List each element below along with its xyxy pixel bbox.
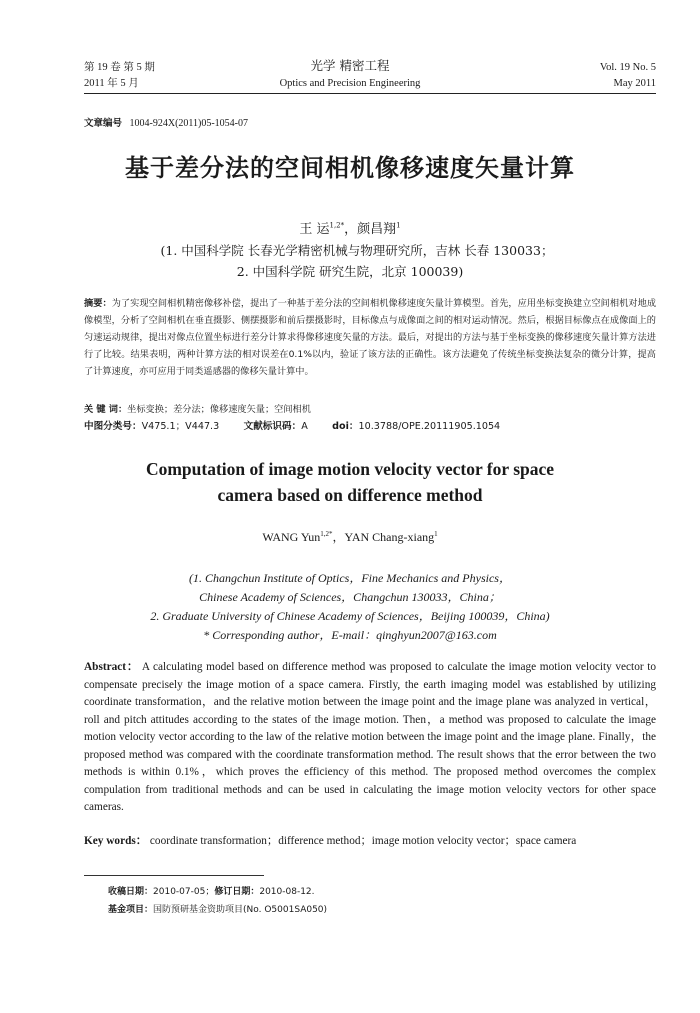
article-number bbox=[84, 115, 248, 129]
footnote-fund bbox=[108, 902, 327, 915]
title-en bbox=[0, 456, 700, 508]
authors-zh bbox=[0, 218, 700, 237]
doi-label: doi： bbox=[332, 421, 359, 432]
header-journal-zh: 光学 精密工程 bbox=[310, 58, 390, 73]
abstract-zh bbox=[84, 295, 656, 380]
article-number-label: 文章编号 bbox=[84, 118, 123, 129]
author-en-1: WANG Yun bbox=[262, 530, 321, 544]
affiliation-zh-1: (1. 中国科学院 长春光学精密机械与物理研究所，吉林 长春 130033； bbox=[160, 243, 554, 258]
author-en-1-sup: 1,2* bbox=[320, 530, 333, 538]
author-zh-1-sup: 1,2* bbox=[329, 221, 345, 230]
header-date-en: May 2011 bbox=[613, 78, 656, 89]
clc-label: 中图分类号： bbox=[84, 421, 142, 432]
author-zh-sep: ， bbox=[344, 222, 358, 237]
revised-label: 修订日期： bbox=[214, 887, 260, 897]
affiliation-en-1: (1. Changchun Institute of Optics，Fine Mechanics and Physics， bbox=[189, 571, 511, 585]
classification-line bbox=[84, 418, 656, 435]
header-date-zh: 2011 年 5 月 bbox=[84, 78, 139, 89]
author-zh-1: 王 运 bbox=[299, 222, 330, 237]
keywords-en-label: Key words： bbox=[84, 835, 148, 847]
author-zh-2: 颜昌翔 bbox=[357, 222, 397, 237]
keywords-zh-label: 关 键 词： bbox=[84, 404, 128, 415]
clc-value: V475.1；V447.3 bbox=[141, 421, 220, 432]
fund-value: 国防预研基金资助项目(No. O5001SA050) bbox=[153, 905, 328, 915]
affiliations-en bbox=[0, 569, 700, 645]
header-journal-en: Optics and Precision Engineering bbox=[279, 78, 421, 89]
received-label: 收稿日期： bbox=[108, 887, 154, 897]
abstract-zh-label: 摘要： bbox=[84, 298, 112, 309]
footnote-rule bbox=[84, 875, 264, 876]
article-number-value: 1004-924X(2011)05-1054-07 bbox=[129, 118, 249, 129]
author-en-sep: ， bbox=[332, 530, 345, 544]
doc-code-value: A bbox=[301, 421, 308, 432]
abstract-en bbox=[84, 659, 656, 817]
affiliation-zh-2: 2. 中国科学院 研究生院，北京 100039) bbox=[236, 264, 464, 279]
abstract-en-label: Abstract： bbox=[84, 661, 139, 673]
fund-label: 基金项目： bbox=[108, 905, 154, 915]
affiliation-en-3: 2. Graduate University of Chinese Academy of Sciences，Beijing 100039，China) bbox=[150, 609, 550, 623]
authors-en bbox=[0, 528, 700, 545]
abstract-en-text: A calculating model based on difference method was proposed to calculate the image motion velocity vector to compensate precisely the image motion of a space camera. Firstly, the earth imaging model was established by utilizing coordinate transformation，and the relative motion between the image point and the image plane was analyzed in vertical，roll and pitch attitudes according to the states of the image motion. Then，a method was proposed to calculate the image motion velocity vector according to the law of the relative motion between the image point and the image plane. Finally，the proposed method was compared with the coordinate transformation method. The result shows that the error between the two methods is within 0.1%，which proves the efficiency of this method. The proposed method overcomes the complex compulation from traditional methods and can be used in calculating the image motion velocity vectors for other space cameras. bbox=[84, 661, 656, 813]
author-zh-2-sup: 1 bbox=[396, 221, 401, 230]
revised-value: 2010-08-12. bbox=[259, 887, 315, 897]
doi-value: 10.3788/OPE.20111905.1054 bbox=[358, 421, 501, 432]
abstract-zh-text: 为了实现空间相机精密像移补偿，提出了一种基于差分法的空间相机像移速度矢量计算模型。首先，应用坐标变换建立空间相机对地成像模型，分析了空间相机在垂直摄影、侧摆摄影和前后摆摄影时，目标像点与成像面之间的相对运动情况。然后，根据目标像点在成像面上的匀速运动规律，提出对像点位置坐标进行差分计算求得像移速度矢量的方法。最后，对提出的方法与基于坐标变换的像移速度矢量计算方法进行了比较。结果表明，两种计算方法的相对误差在0.1%以内，验证了该方法的正确性。该方法避免了传统坐标变换法复杂的微分计算，提高了计算速度，亦可应用于同类遥感器的像移矢量计算中。 bbox=[84, 298, 657, 377]
footnote-dates: 收稿日期：2010-07-05；修订日期：2010-08-12. bbox=[108, 887, 315, 897]
title-en-line-1: Computation of image motion velocity vector for space bbox=[145, 459, 555, 479]
doc-code-label: 文献标识码： bbox=[243, 421, 302, 432]
title-zh: 基于差分法的空间相机像移速度矢量计算 bbox=[125, 154, 575, 182]
header-volume-issue-zh: 第 19 卷 第 5 期 bbox=[84, 62, 155, 73]
affiliation-en-2: Chinese Academy of Sciences，Changchun 130033，China； bbox=[199, 590, 501, 604]
header-rule bbox=[84, 93, 656, 94]
keywords-en-text: coordinate transformation；difference method；image motion velocity vector；space camera bbox=[149, 835, 577, 847]
keywords-en bbox=[84, 833, 656, 851]
received-value: 2010-07-05 bbox=[153, 887, 206, 897]
title-en-line-2: camera based on difference method bbox=[217, 485, 483, 505]
corresponding-author: * Corresponding author，E-mail：qinghyun2007@163.com bbox=[203, 628, 497, 642]
keywords-zh-text: 坐标变换；差分法；像移速度矢量；空间相机 bbox=[127, 404, 311, 415]
keywords-zh bbox=[84, 401, 656, 418]
header-volume-issue-en: Vol. 19 No. 5 bbox=[599, 62, 656, 73]
author-en-2: YAN Chang-xiang bbox=[344, 530, 435, 544]
author-en-2-sup: 1 bbox=[434, 530, 438, 538]
